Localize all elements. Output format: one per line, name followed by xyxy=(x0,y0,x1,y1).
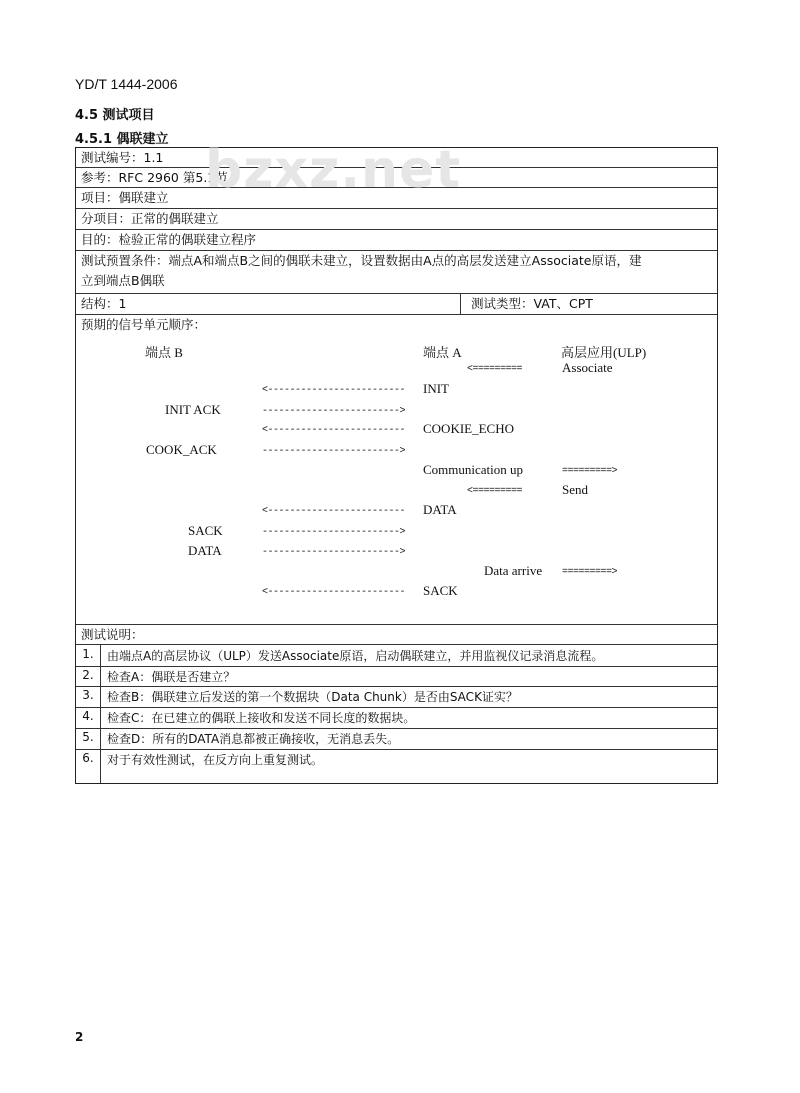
comm-up-arrow: =========> xyxy=(562,466,618,477)
note-number: 3. xyxy=(82,688,94,703)
endpoint-b-label: 端点 B xyxy=(145,345,183,360)
purpose-row: 目的：检验正常的偶联建立程序 xyxy=(76,230,717,251)
data1-label: DATA xyxy=(423,502,457,517)
cook-ack-label: COOK_ACK xyxy=(146,442,217,457)
precondition-line-1: 测试预置条件：端点A和端点B之间的偶联未建立，设置数据由A点的高层发送建立Associate原语，建 xyxy=(81,253,642,268)
note-text: 检查B：偶联建立后发送的第一个数据块（Data Chunk）是否由SACK证实？ xyxy=(107,690,518,705)
structure-label: 结构：1 xyxy=(81,296,127,311)
note-row-divider xyxy=(76,707,717,708)
data2-label: DATA xyxy=(188,543,222,558)
structure-row xyxy=(76,294,717,315)
sack2-label: SACK xyxy=(423,583,458,598)
note-number: 2. xyxy=(82,667,94,682)
precondition-row xyxy=(76,251,717,294)
comm-up-label: Communication up xyxy=(423,462,524,477)
test-case-table xyxy=(75,147,718,784)
page-number: 2 xyxy=(75,1030,84,1044)
note-row-divider xyxy=(76,728,717,729)
note-number: 5. xyxy=(82,729,94,744)
send-label: Send xyxy=(562,482,588,497)
endpoint-a-label: 端点 A xyxy=(423,345,462,360)
note-text: 检查D：所有的DATA消息都被正确接收，无消息丢失。 xyxy=(107,731,400,746)
cookie-echo-arrow: <------------------------- xyxy=(262,425,406,436)
document-code: YD/T 1444-2006 xyxy=(75,76,178,92)
data-arrive-arrow: =========> xyxy=(562,567,618,578)
sack1-arrow: -------------------------> xyxy=(262,527,406,538)
cook-ack-arrow: -------------------------> xyxy=(262,446,406,457)
reference-row: 参考：RFC 2960 第5.1节 xyxy=(76,168,717,188)
note-text: 对于有效性测试，在反方向上重复测试。 xyxy=(107,752,324,767)
structure-divider xyxy=(460,294,461,315)
note-number: 6. xyxy=(82,750,94,765)
sack1-label: SACK xyxy=(188,523,223,538)
subsection-title: 4.5.1 偶联建立 xyxy=(75,132,169,147)
send-arrow: <========= xyxy=(467,486,523,497)
associate-label: Associate xyxy=(562,360,613,375)
note-text: 检查C：在已建立的偶联上接收和发送不同长度的数据块。 xyxy=(107,711,416,726)
note-row-divider xyxy=(76,666,717,667)
note-row-divider xyxy=(76,749,717,750)
section-title: 4.5 测试项目 xyxy=(75,108,155,123)
data1-arrow: <------------------------- xyxy=(262,506,406,517)
sequence-title: 预期的信号单元顺序： xyxy=(81,317,207,332)
init-arrow: <------------------------- xyxy=(262,385,406,396)
note-text: 由端点A的高层协议（ULP）发送Associate原语，启动偶联建立，并用监视仪记录消息流程。 xyxy=(107,649,604,663)
sequence-area xyxy=(76,315,717,625)
init-ack-label: INIT ACK xyxy=(165,402,221,417)
note-text: 检查A：偶联是否建立？ xyxy=(107,669,236,684)
test-id-row: 测试编号：1.1 xyxy=(76,148,717,168)
item-row: 项目：偶联建立 xyxy=(76,188,717,209)
data-arrive-label: Data arrive xyxy=(484,563,543,578)
data2-arrow: -------------------------> xyxy=(262,547,406,558)
watermark: bzxz.net xyxy=(205,140,462,200)
associate-arrow: <========= xyxy=(467,364,523,375)
cookie-echo-label: COOKIE_ECHO xyxy=(423,421,514,436)
precondition-line-2: 立到端点B偶联 xyxy=(81,273,165,288)
notes-title-row: 测试说明： xyxy=(76,625,717,645)
note-number: 1. xyxy=(82,647,94,661)
note-number: 4. xyxy=(82,709,94,724)
init-label: INIT xyxy=(423,381,449,396)
ulp-label: 高层应用(ULP) xyxy=(561,345,647,360)
sack2-arrow: <------------------------- xyxy=(262,587,406,598)
test-type-label: 测试类型：VAT、CPT xyxy=(471,296,593,311)
note-row-divider xyxy=(76,686,717,687)
init-ack-arrow: -------------------------> xyxy=(262,406,406,417)
subitem-row: 分项目：正常的偶联建立 xyxy=(76,209,717,230)
notes-list xyxy=(76,645,717,783)
